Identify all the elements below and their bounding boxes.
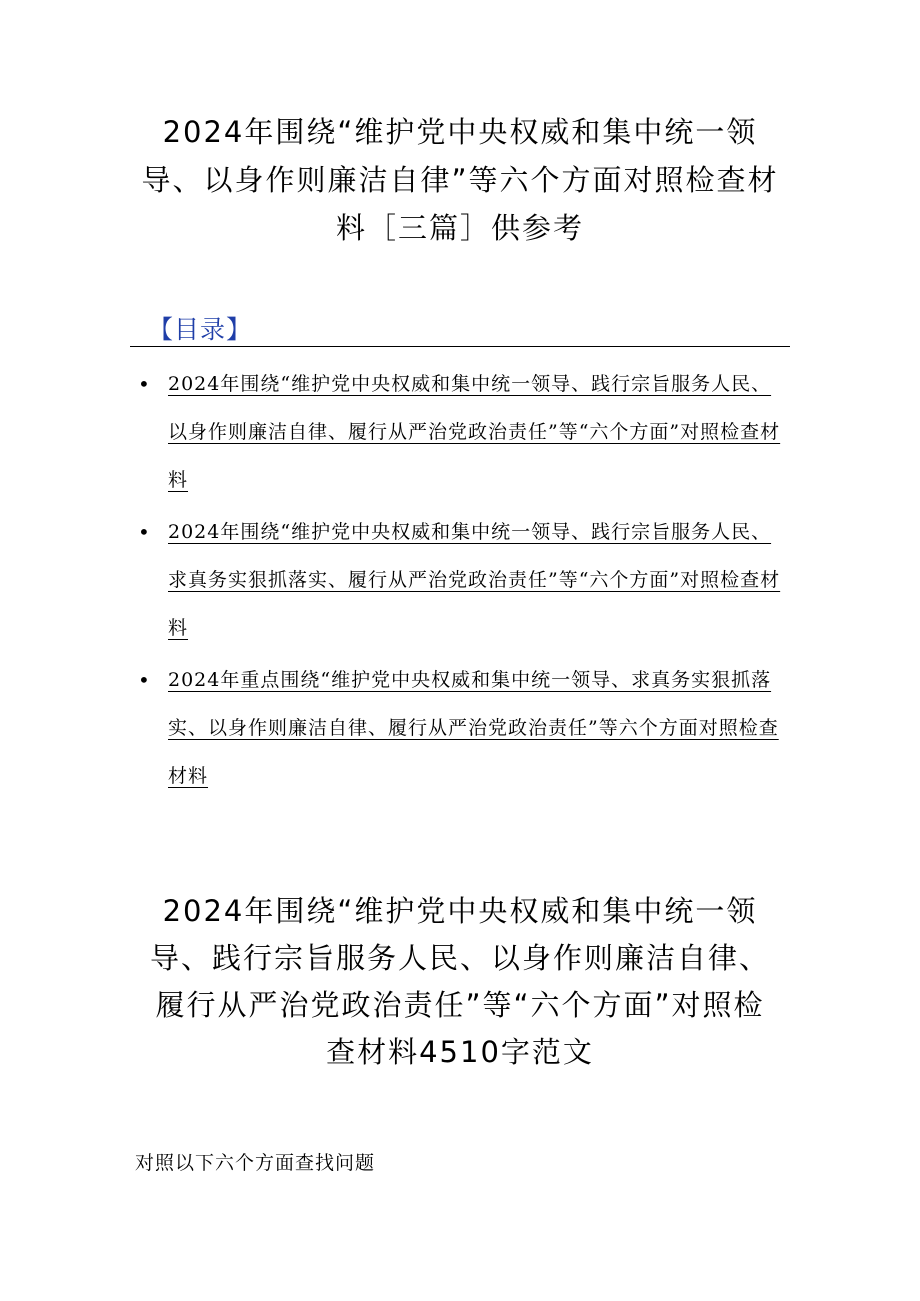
toc-heading: 【目录】 (148, 315, 253, 344)
bullet-icon: • (138, 372, 150, 396)
section-title: 2024年围绕“维护党中央权威和集中统一领导、践行宗旨服务人民、以身作则廉洁自律、履行从严治党政治责任”等“六个方面”对照检查材料4510字范文 (149, 894, 770, 1069)
bullet-icon: • (138, 520, 150, 544)
toc-link[interactable]: 2024年围绕“维护党中央权威和集中统一领导、践行宗旨服务人民、以身作则廉洁自律、履行从严治党政治责任”等“六个方面”对照检查材料 (168, 373, 781, 491)
toc-item (130, 360, 790, 504)
bullet-icon: • (138, 668, 150, 692)
toc-item (130, 508, 790, 652)
toc-item (130, 656, 790, 800)
toc-divider (130, 346, 790, 347)
toc-link[interactable]: 2024年围绕“维护党中央权威和集中统一领导、践行宗旨服务人民、求真务实狠抓落实、履行从严治党政治责任”等“六个方面”对照检查材料 (168, 521, 781, 639)
table-of-contents (130, 360, 790, 804)
document-title: 2024年围绕“维护党中央权威和集中统一领导、以身作则廉洁自律”等六个方面对照检查材料［三篇］供参考 (141, 115, 779, 245)
body-paragraph: 对照以下六个方面查找问题 (135, 1152, 376, 1174)
toc-link[interactable]: 2024年重点围绕“维护党中央权威和集中统一领导、求真务实狠抓落实、以身作则廉洁自律、履行从严治党政治责任”等六个方面对照检查材料 (168, 669, 779, 787)
